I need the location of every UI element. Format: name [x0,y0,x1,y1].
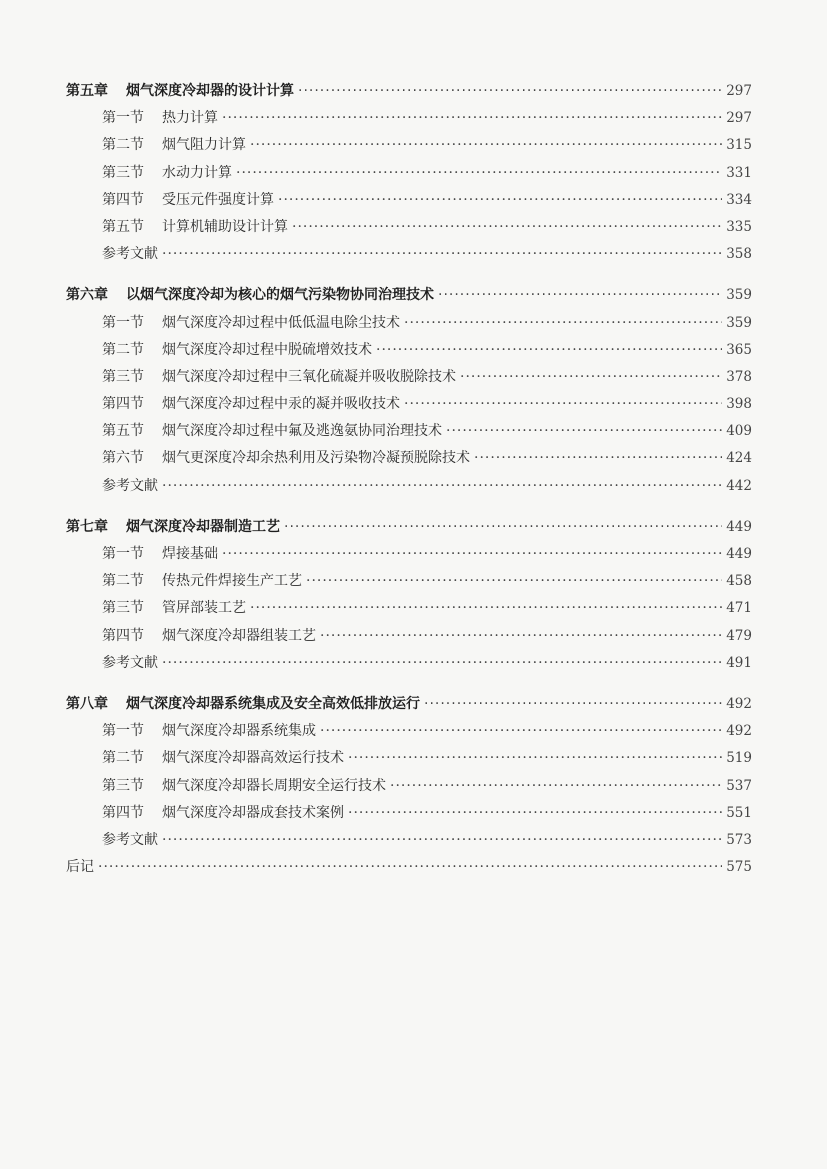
section-entry-page-number: 335 [726,218,752,235]
section-entry [66,160,752,187]
references-entry-title: 参考文献 [102,831,158,848]
dot-leader [404,310,722,337]
section-entry-page-number: 519 [726,750,752,767]
section-entry-label: 第三节 [102,164,144,181]
section-entry-title: 烟气深度冷却过程中汞的凝并吸收技术 [162,396,400,413]
chapter-entry-page-number: 297 [726,83,752,99]
section-entry-page-number: 315 [726,137,752,154]
section-entry-page-number: 424 [726,450,752,467]
section-entry-label: 第三节 [102,777,144,794]
chapter-entry-page-number: 449 [726,518,752,535]
section-entry-title: 热力计算 [162,110,218,127]
section-entry-page-number: 471 [726,600,752,617]
chapter-entry-page-number: 359 [726,287,752,304]
afterword-entry-title: 后记 [66,859,94,876]
section-entry-title: 烟气深度冷却过程中脱硫增效技术 [162,341,372,358]
section-entry-label: 第五节 [102,423,144,440]
dot-leader [236,160,722,187]
dot-leader [162,473,722,500]
dot-leader [474,445,722,472]
dot-leader [460,364,722,391]
references-entry [66,650,752,677]
references-entry-title: 参考文献 [102,246,158,263]
section-entry [66,541,752,568]
dot-leader [250,595,722,622]
section-entry [66,800,752,827]
section-entry [66,568,752,595]
section-entry-title: 烟气阻力计算 [162,137,246,154]
dot-leader [320,623,722,650]
dot-leader [98,854,722,881]
section-entry-title: 传热元件焊接生产工艺 [162,573,302,590]
chapter-entry [66,78,752,105]
dot-leader [376,337,722,364]
section-entry [66,623,752,650]
section-entry-page-number: 551 [726,804,752,821]
section-entry-page-number: 479 [726,627,752,644]
section-entry [66,187,752,214]
section-entry-title: 烟气深度冷却过程中低低温电除尘技术 [162,314,400,331]
references-entry-page-number: 491 [726,654,752,671]
section-entry-label: 第二节 [102,341,144,358]
dot-leader [298,78,722,105]
section-entry-label: 第六节 [102,450,144,467]
section-entry-page-number: 297 [726,110,752,127]
section-entry-title: 受压元件强度计算 [162,191,274,208]
references-entry-title: 参考文献 [102,477,158,494]
references-entry [66,827,752,854]
section-entry [66,595,752,622]
dot-leader [320,718,722,745]
section-entry [66,105,752,132]
dot-leader [306,568,722,595]
afterword-entry-page-number: 575 [726,859,752,876]
section-entry-page-number: 359 [726,314,752,331]
section-entry-title: 烟气更深度冷却余热利用及污染物冷凝预脱除技术 [162,450,470,467]
dot-leader [278,187,722,214]
section-entry-title: 烟气深度冷却过程中三氧化硫凝并吸收脱除技术 [162,368,456,385]
section-entry-page-number: 331 [726,164,752,181]
chapter-entry-title: 烟气深度冷却器系统集成及安全高效低排放运行 [126,695,420,712]
chapter-entry-label: 第八章 [66,695,108,712]
chapter-entry-label: 第七章 [66,518,108,535]
section-entry-title: 烟气深度冷却器长周期安全运行技术 [162,777,386,794]
section-entry-page-number: 409 [726,423,752,440]
section-entry-page-number: 378 [726,368,752,385]
chapter-entry-title: 烟气深度冷却器的设计计算 [126,83,294,99]
section-entry-label: 第五节 [102,218,144,235]
section-entry-label: 第一节 [102,110,144,127]
chapter-entry [66,691,752,718]
section-entry-label: 第四节 [102,191,144,208]
section-entry-page-number: 449 [726,546,752,562]
section-entry-title: 烟气深度冷却器高效运行技术 [162,750,344,767]
section-entry [66,745,752,772]
section-entry-title: 焊接基础 [162,546,218,562]
section-entry [66,445,752,472]
section-entry-page-number: 458 [726,573,752,590]
section-entry [66,773,752,800]
chapter-entry-title: 烟气深度冷却器制造工艺 [126,518,280,535]
section-entry-page-number: 537 [726,777,752,794]
section-entry-title: 水动力计算 [162,164,232,181]
afterword-entry [66,854,752,881]
section-entry-page-number: 492 [726,723,752,740]
dot-leader [284,514,722,541]
chapter-spacer [66,677,752,691]
dot-leader [348,745,722,772]
section-entry [66,364,752,391]
section-entry-label: 第一节 [102,723,144,740]
section-entry-label: 第一节 [102,314,144,331]
section-entry-label: 第二节 [102,750,144,767]
section-entry [66,310,752,337]
dot-leader [446,418,722,445]
chapter-entry [66,282,752,309]
dot-leader [222,541,722,568]
section-entry [66,418,752,445]
section-entry [66,391,752,418]
section-entry-label: 第二节 [102,137,144,154]
chapter-spacer [66,268,752,282]
dot-leader [162,650,722,677]
section-entry-page-number: 365 [726,341,752,358]
dot-leader [404,391,722,418]
dot-leader [162,827,722,854]
section-entry-title: 烟气深度冷却器成套技术案例 [162,804,344,821]
section-entry-page-number: 398 [726,396,752,413]
section-entry-label: 第四节 [102,396,144,413]
references-entry [66,473,752,500]
references-entry [66,241,752,268]
dot-leader [390,773,722,800]
chapter-entry-title: 以烟气深度冷却为核心的烟气污染物协同治理技术 [126,287,434,304]
dot-leader [438,282,722,309]
dot-leader [250,132,722,159]
section-entry-title: 烟气深度冷却过程中氟及逃逸氨协同治理技术 [162,423,442,440]
section-entry-label: 第二节 [102,573,144,590]
dot-leader [162,241,722,268]
dot-leader [292,214,722,241]
dot-leader [222,105,722,132]
references-entry-page-number: 358 [726,246,752,263]
section-entry-label: 第三节 [102,600,144,617]
chapter-spacer [66,500,752,514]
section-entry-label: 第一节 [102,546,144,562]
chapter-entry-page-number: 492 [726,695,752,712]
dot-leader [424,691,722,718]
section-entry-title: 管屏部装工艺 [162,600,246,617]
section-entry [66,337,752,364]
section-entry-title: 烟气深度冷却器系统集成 [162,723,316,740]
chapter-entry [66,514,752,541]
section-entry-label: 第三节 [102,368,144,385]
section-entry-title: 计算机辅助设计计算 [162,218,288,235]
chapter-entry-label: 第六章 [66,287,108,304]
table-of-contents [66,78,752,881]
section-entry-title: 烟气深度冷却器组装工艺 [162,627,316,644]
dot-leader [348,800,722,827]
references-entry-page-number: 573 [726,831,752,848]
chapter-entry-label: 第五章 [66,83,108,99]
section-entry-label: 第四节 [102,627,144,644]
section-entry [66,718,752,745]
section-entry [66,132,752,159]
section-entry-label: 第四节 [102,804,144,821]
references-entry-title: 参考文献 [102,654,158,671]
references-entry-page-number: 442 [726,477,752,494]
section-entry-page-number: 334 [726,191,752,208]
section-entry [66,214,752,241]
